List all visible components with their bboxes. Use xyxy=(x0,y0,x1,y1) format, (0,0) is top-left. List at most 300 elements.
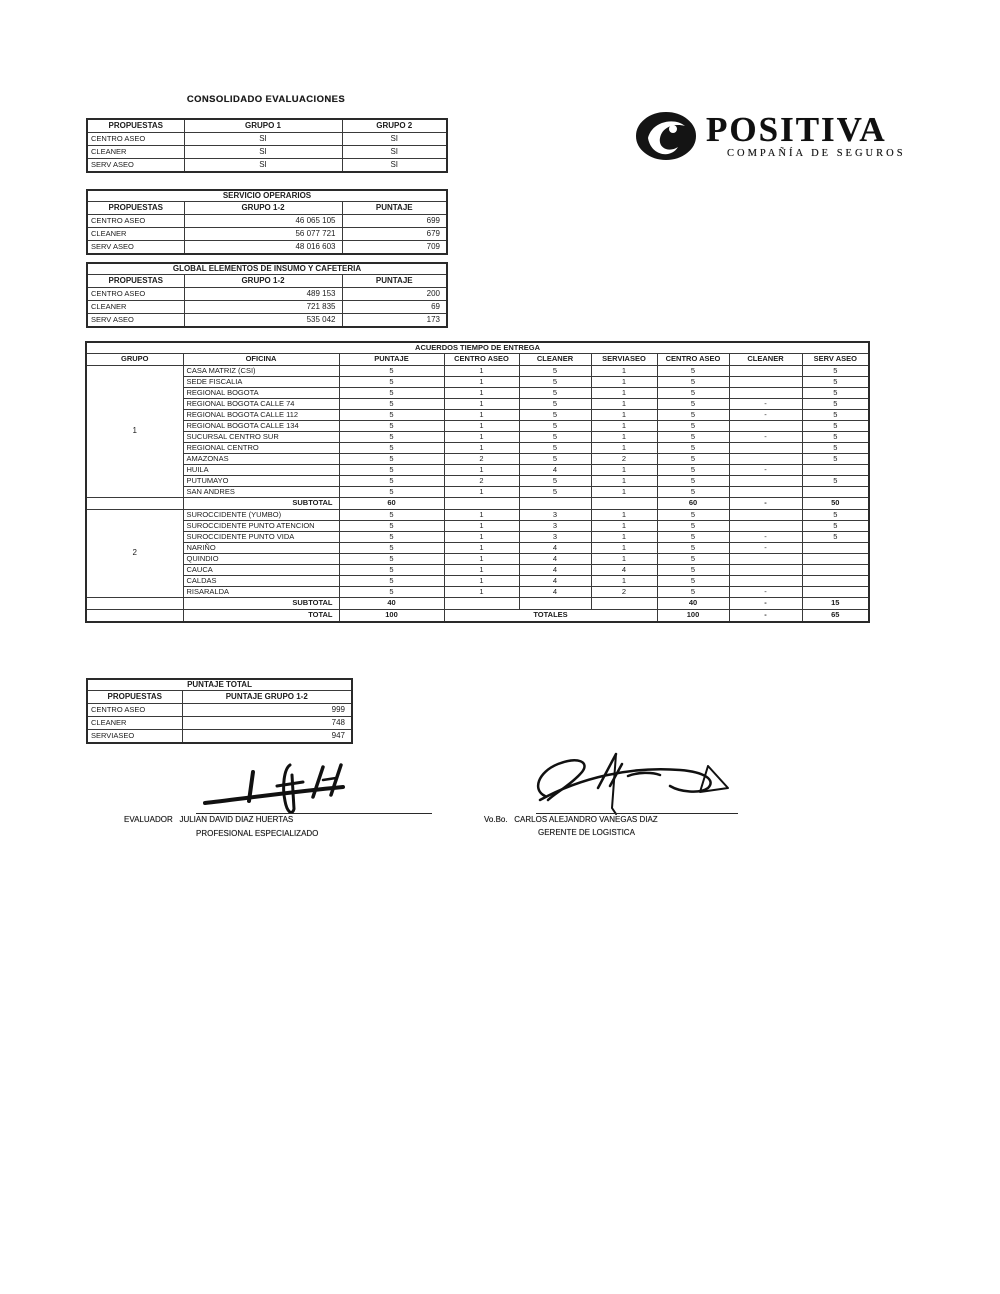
header-row xyxy=(87,202,447,215)
subtotal-serv-aseo: 50 xyxy=(802,498,869,510)
table-cell: SUROCCIDENTE PUNTO VIDA xyxy=(183,532,339,543)
table-row xyxy=(86,421,869,432)
table-cell: 2 xyxy=(444,476,519,487)
table-cell: 5 xyxy=(339,410,444,421)
table-cell: - xyxy=(729,532,802,543)
table-cell: 173 xyxy=(342,314,447,328)
table-cell: 1 xyxy=(591,388,657,399)
table-cell: 1 xyxy=(444,576,519,587)
table-row xyxy=(86,487,869,498)
table-title-row xyxy=(87,679,352,691)
subtotal-row xyxy=(86,598,869,610)
table-cell: 5 xyxy=(657,532,729,543)
column-header: PUNTAJE xyxy=(339,354,444,366)
table-cell: 5 xyxy=(339,443,444,454)
table-cell: 1 xyxy=(444,388,519,399)
table-cell: 4 xyxy=(519,565,591,576)
table-cell: CASA MATRIZ (CSI) xyxy=(183,366,339,377)
table-cell: 3 xyxy=(519,532,591,543)
table-cell: SI xyxy=(184,159,342,173)
table-row xyxy=(87,133,447,146)
table-cell: 5 xyxy=(657,476,729,487)
table-cell xyxy=(729,476,802,487)
table-cell: SERV ASEO xyxy=(87,159,184,173)
table-cell: 1 xyxy=(444,554,519,565)
column-header: CENTRO ASEO xyxy=(444,354,519,366)
table-cell: 1 xyxy=(444,377,519,388)
table-cell: 4 xyxy=(591,565,657,576)
table-cell: 4 xyxy=(519,554,591,565)
table-cell: 1 xyxy=(444,510,519,521)
table-cell: 1 xyxy=(591,576,657,587)
positiva-logo xyxy=(630,106,930,166)
table-cell: 4 xyxy=(519,465,591,476)
table-cell: 5 xyxy=(519,399,591,410)
table-cell xyxy=(591,498,657,510)
table-cell: 200 xyxy=(342,288,447,301)
table-cell xyxy=(802,565,869,576)
table-cell: 5 xyxy=(657,388,729,399)
table-row xyxy=(86,576,869,587)
table-cell: REGIONAL BOGOTA xyxy=(183,388,339,399)
table-cell: 1 xyxy=(444,465,519,476)
table-cell xyxy=(444,598,519,610)
puntaje-total-table xyxy=(86,678,353,744)
table-cell: 5 xyxy=(519,443,591,454)
table-cell: - xyxy=(729,587,802,598)
table-row xyxy=(87,314,447,328)
column-header: GRUPO 2 xyxy=(342,119,447,133)
table-row xyxy=(87,159,447,173)
positiva-emblem-icon xyxy=(635,111,697,161)
column-header: CLEANER xyxy=(729,354,802,366)
table-cell: CENTRO ASEO xyxy=(87,133,184,146)
table-cell: SERV ASEO xyxy=(87,241,184,255)
servicio-operarios-table xyxy=(86,189,448,255)
table-row xyxy=(86,410,869,421)
table-cell: 5 xyxy=(339,587,444,598)
consolidado-table xyxy=(86,118,448,173)
table-cell: 5 xyxy=(519,487,591,498)
table-title-row xyxy=(87,190,447,202)
column-header: PROPUESTAS xyxy=(87,202,184,215)
table-cell: 5 xyxy=(339,476,444,487)
table-title: SERVICIO OPERARIOS xyxy=(87,190,447,202)
column-header: PUNTAJE xyxy=(342,275,447,288)
column-header: OFICINA xyxy=(183,354,339,366)
table-cell: CLEANER xyxy=(87,301,184,314)
table-cell xyxy=(802,487,869,498)
table-row xyxy=(86,510,869,521)
table-cell: 1 xyxy=(591,487,657,498)
table-cell: 1 xyxy=(444,487,519,498)
subtotal-centro-aseo: 40 xyxy=(657,598,729,610)
vobo-caption xyxy=(484,815,658,824)
table-cell: 1 xyxy=(591,532,657,543)
table-cell: 1 xyxy=(444,543,519,554)
table-row xyxy=(86,388,869,399)
table-cell: 5 xyxy=(657,432,729,443)
table-cell: 1 xyxy=(444,521,519,532)
table-row xyxy=(87,704,352,717)
table-cell: - xyxy=(729,432,802,443)
column-header: GRUPO 1 xyxy=(184,119,342,133)
table-row xyxy=(86,565,869,576)
table-cell: 721 835 xyxy=(184,301,342,314)
table-cell: 5 xyxy=(519,454,591,465)
table-cell: 5 xyxy=(519,377,591,388)
page-title: CONSOLIDADO EVALUACIONES xyxy=(186,94,346,105)
table-cell xyxy=(802,576,869,587)
column-header: GRUPO xyxy=(86,354,183,366)
table-cell: 5 xyxy=(339,421,444,432)
table-cell: 5 xyxy=(339,565,444,576)
global-elementos-table xyxy=(86,262,448,328)
table-cell xyxy=(729,388,802,399)
table-cell: 535 042 xyxy=(184,314,342,328)
table-cell: 709 xyxy=(342,241,447,255)
totales-label: TOTALES xyxy=(444,610,657,623)
table-cell: 5 xyxy=(657,465,729,476)
table-cell: 5 xyxy=(657,487,729,498)
table-cell: CLEANER xyxy=(87,146,184,159)
table-cell: SI xyxy=(184,133,342,146)
table-cell: PUTUMAYO xyxy=(183,476,339,487)
table-cell: REGIONAL BOGOTA CALLE 112 xyxy=(183,410,339,421)
table-cell: 5 xyxy=(802,454,869,465)
table-cell: 5 xyxy=(339,543,444,554)
total-puntaje: 100 xyxy=(339,610,444,623)
evaluador-name: JULIAN DAVID DIAZ HUERTAS xyxy=(179,815,294,824)
table-cell xyxy=(802,587,869,598)
table-cell: 5 xyxy=(519,410,591,421)
table-cell: CAUCA xyxy=(183,565,339,576)
table-cell: 5 xyxy=(657,443,729,454)
table-cell: 56 077 721 xyxy=(184,228,342,241)
table-cell: 699 xyxy=(342,215,447,228)
table-cell xyxy=(802,543,869,554)
table-cell: 5 xyxy=(802,532,869,543)
table-cell: 69 xyxy=(342,301,447,314)
header-row xyxy=(87,275,447,288)
table-row xyxy=(86,476,869,487)
table-row xyxy=(87,301,447,314)
table-cell xyxy=(729,454,802,465)
column-header: GRUPO 1-2 xyxy=(184,275,342,288)
table-cell: 1 xyxy=(444,443,519,454)
table-cell: RISARALDA xyxy=(183,587,339,598)
table-cell: 1 xyxy=(591,543,657,554)
table-cell: 2 xyxy=(591,587,657,598)
table-cell xyxy=(729,421,802,432)
table-cell: 5 xyxy=(339,510,444,521)
table-cell: 1 xyxy=(444,587,519,598)
table-cell: REGIONAL BOGOTA CALLE 134 xyxy=(183,421,339,432)
table-cell: 5 xyxy=(519,388,591,399)
total-label: TOTAL xyxy=(183,610,339,623)
table-row xyxy=(86,399,869,410)
table-cell: 3 xyxy=(519,521,591,532)
table-cell xyxy=(729,366,802,377)
table-cell: SAN ANDRES xyxy=(183,487,339,498)
table-cell: 1 xyxy=(591,432,657,443)
signature-line xyxy=(536,813,738,814)
subtotal-centro-aseo: 60 xyxy=(657,498,729,510)
subtotal-serv-aseo: 15 xyxy=(802,598,869,610)
table-cell: 5 xyxy=(339,366,444,377)
table-cell: 5 xyxy=(657,399,729,410)
column-header: GRUPO 1-2 xyxy=(184,202,342,215)
table-cell: CENTRO ASEO xyxy=(87,215,184,228)
table-cell: 4 xyxy=(519,543,591,554)
table-cell: 2 xyxy=(444,454,519,465)
table-row xyxy=(86,465,869,476)
table-cell xyxy=(86,598,183,610)
table-row xyxy=(86,532,869,543)
table-cell: 748 xyxy=(182,717,352,730)
total-centro-aseo: 100 xyxy=(657,610,729,623)
table-cell xyxy=(729,565,802,576)
table-cell: 1 xyxy=(591,465,657,476)
table-cell: REGIONAL CENTRO xyxy=(183,443,339,454)
table-cell: CLEANER xyxy=(87,228,184,241)
table-cell: 46 065 105 xyxy=(184,215,342,228)
vobo-signature xyxy=(520,748,750,816)
table-cell: QUINDIO xyxy=(183,554,339,565)
table-cell: 5 xyxy=(339,465,444,476)
column-header: CENTRO ASEO xyxy=(657,354,729,366)
total-row xyxy=(86,610,869,623)
table-cell xyxy=(729,554,802,565)
table-row xyxy=(86,377,869,388)
table-cell xyxy=(591,598,657,610)
table-cell: 5 xyxy=(802,476,869,487)
table-row xyxy=(87,228,447,241)
table-cell: 5 xyxy=(657,587,729,598)
table-row xyxy=(87,730,352,744)
table-cell: 1 xyxy=(444,410,519,421)
table-cell: 5 xyxy=(802,421,869,432)
table-cell: SI xyxy=(342,146,447,159)
table-cell: 5 xyxy=(657,421,729,432)
table-cell: SI xyxy=(342,133,447,146)
subtotal-label: SUBTOTAL xyxy=(183,498,339,510)
table-cell xyxy=(802,554,869,565)
table-cell: 5 xyxy=(339,388,444,399)
table-cell: - xyxy=(729,465,802,476)
table-cell: 5 xyxy=(339,521,444,532)
table-cell: 999 xyxy=(182,704,352,717)
table-cell: 1 xyxy=(591,421,657,432)
brand-name: POSITIVA xyxy=(706,110,887,149)
table-row xyxy=(87,288,447,301)
table-cell: SEDE FISCALIA xyxy=(183,377,339,388)
table-cell: 5 xyxy=(339,377,444,388)
column-header: PUNTAJE xyxy=(342,202,447,215)
table-cell: 1 xyxy=(591,510,657,521)
table-row xyxy=(86,454,869,465)
vobo-label: Vo.Bo. xyxy=(484,815,508,824)
subtotal-cleaner: - xyxy=(729,498,802,510)
table-cell xyxy=(729,443,802,454)
table-cell: 5 xyxy=(339,454,444,465)
table-cell: 2 xyxy=(591,454,657,465)
table-cell: 5 xyxy=(657,510,729,521)
table-cell: 5 xyxy=(339,487,444,498)
table-cell: - xyxy=(729,410,802,421)
table-cell: - xyxy=(729,399,802,410)
table-cell: 5 xyxy=(519,366,591,377)
table-title: PUNTAJE TOTAL xyxy=(87,679,352,691)
subtotal-row xyxy=(86,498,869,510)
column-header: PROPUESTAS xyxy=(87,275,184,288)
table-cell: 5 xyxy=(802,388,869,399)
table-cell xyxy=(802,465,869,476)
table-cell: 5 xyxy=(657,543,729,554)
table-cell xyxy=(519,598,591,610)
subtotal-puntaje: 60 xyxy=(339,498,444,510)
header-row xyxy=(87,691,352,704)
table-cell: 5 xyxy=(802,432,869,443)
table-cell xyxy=(729,377,802,388)
table-cell: 1 xyxy=(444,366,519,377)
total-cleaner: - xyxy=(729,610,802,623)
table-cell: 1 xyxy=(591,377,657,388)
subtotal-cleaner: - xyxy=(729,598,802,610)
table-cell: 489 153 xyxy=(184,288,342,301)
table-title-row xyxy=(87,263,447,275)
column-header: PROPUESTAS xyxy=(87,119,184,133)
subtotal-label: SUBTOTAL xyxy=(183,598,339,610)
vobo-title: GERENTE DE LOGISTICA xyxy=(538,828,635,837)
table-cell: 1 xyxy=(591,410,657,421)
table-row xyxy=(87,717,352,730)
evaluador-title: PROFESIONAL ESPECIALIZADO xyxy=(196,829,319,838)
table-cell: 5 xyxy=(339,554,444,565)
table-cell xyxy=(729,510,802,521)
table-cell: 5 xyxy=(802,399,869,410)
table-cell: 5 xyxy=(519,432,591,443)
column-header: PROPUESTAS xyxy=(87,691,182,704)
table-title: GLOBAL ELEMENTOS DE INSUMO Y CAFETERIA xyxy=(87,263,447,275)
table-cell: 1 xyxy=(444,565,519,576)
table-cell: 5 xyxy=(802,410,869,421)
table-row xyxy=(86,366,869,377)
total-serv-aseo: 65 xyxy=(802,610,869,623)
table-row xyxy=(86,543,869,554)
column-header: SERV ASEO xyxy=(802,354,869,366)
table-cell: 5 xyxy=(802,366,869,377)
table-cell: NARIÑO xyxy=(183,543,339,554)
table-cell: 5 xyxy=(657,410,729,421)
header-row xyxy=(86,354,869,366)
table-cell: 1 xyxy=(591,521,657,532)
table-row xyxy=(86,587,869,598)
table-title-row xyxy=(86,342,869,354)
evaluador-caption xyxy=(124,815,293,824)
table-cell xyxy=(729,521,802,532)
table-cell: 1 xyxy=(444,532,519,543)
table-cell: SI xyxy=(342,159,447,173)
table-cell: CLEANER xyxy=(87,717,182,730)
table-cell xyxy=(519,498,591,510)
table-cell: 947 xyxy=(182,730,352,744)
table-cell: 5 xyxy=(657,576,729,587)
table-cell: SUCURSAL CENTRO SUR xyxy=(183,432,339,443)
acuerdos-tiempo-entrega-table xyxy=(85,341,870,623)
group-label: 1 xyxy=(86,366,183,498)
table-cell: 1 xyxy=(591,476,657,487)
evaluador-label: EVALUADOR xyxy=(124,815,173,824)
table-row xyxy=(86,443,869,454)
table-row xyxy=(87,215,447,228)
subtotal-puntaje: 40 xyxy=(339,598,444,610)
table-cell: 679 xyxy=(342,228,447,241)
table-row xyxy=(87,241,447,255)
table-cell: 1 xyxy=(444,421,519,432)
table-cell: CENTRO ASEO xyxy=(87,288,184,301)
table-cell: 5 xyxy=(802,377,869,388)
brand-subtitle: COMPAÑÍA DE SEGUROS xyxy=(727,148,906,159)
table-cell: SI xyxy=(184,146,342,159)
header-row xyxy=(87,119,447,133)
table-cell xyxy=(729,487,802,498)
table-cell: 5 xyxy=(339,432,444,443)
evaluador-signature xyxy=(195,755,395,817)
column-header: CLEANER xyxy=(519,354,591,366)
column-header: PUNTAJE GRUPO 1-2 xyxy=(182,691,352,704)
table-cell xyxy=(444,498,519,510)
table-cell: 5 xyxy=(339,399,444,410)
table-cell: 5 xyxy=(802,521,869,532)
vobo-name: CARLOS ALEJANDRO VANEGAS DIAZ xyxy=(514,815,658,824)
table-cell: 5 xyxy=(802,443,869,454)
table-cell: 5 xyxy=(657,377,729,388)
table-cell: 5 xyxy=(657,565,729,576)
table-cell: 5 xyxy=(519,421,591,432)
table-cell: 1 xyxy=(444,432,519,443)
table-row xyxy=(86,554,869,565)
table-row xyxy=(86,521,869,532)
table-cell: AMAZONAS xyxy=(183,454,339,465)
table-cell: - xyxy=(729,543,802,554)
table-title: ACUERDOS TIEMPO DE ENTREGA xyxy=(86,342,869,354)
column-header: SERVIASEO xyxy=(591,354,657,366)
table-cell: 1 xyxy=(444,399,519,410)
group-label: 2 xyxy=(86,510,183,598)
table-cell: 3 xyxy=(519,510,591,521)
table-cell xyxy=(86,498,183,510)
table-cell: 5 xyxy=(657,454,729,465)
table-cell: 5 xyxy=(802,510,869,521)
table-cell: CALDAS xyxy=(183,576,339,587)
table-cell: HUILA xyxy=(183,465,339,476)
table-row xyxy=(87,146,447,159)
table-cell: 1 xyxy=(591,399,657,410)
table-cell: 4 xyxy=(519,587,591,598)
table-row xyxy=(86,432,869,443)
table-cell: 1 xyxy=(591,443,657,454)
table-cell: 1 xyxy=(591,554,657,565)
table-cell: 5 xyxy=(339,576,444,587)
table-cell: 4 xyxy=(519,576,591,587)
table-cell: 1 xyxy=(591,366,657,377)
table-cell: 5 xyxy=(657,554,729,565)
table-cell: REGIONAL BOGOTA CALLE 74 xyxy=(183,399,339,410)
table-cell: SERVIASEO xyxy=(87,730,182,744)
table-cell: SUROCCIDENTE PUNTO ATENCION xyxy=(183,521,339,532)
table-cell: 48 016 603 xyxy=(184,241,342,255)
